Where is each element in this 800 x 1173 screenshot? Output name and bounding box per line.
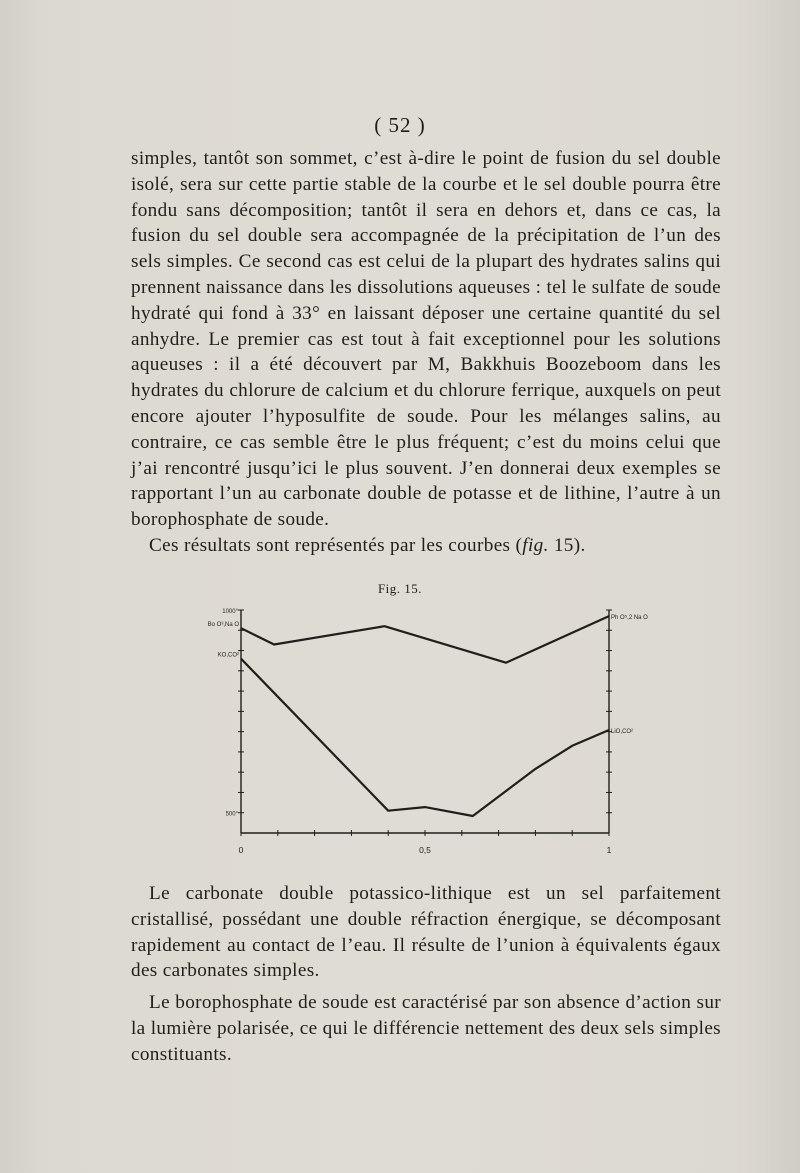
series-end-label: Ph O⁵,2 Na O: [611, 615, 648, 622]
y-tick-label: 1000°: [222, 609, 238, 615]
paragraph-4: Le borophosphate de soude est caractérisé par son absence d’action sur la lumière polarisée, ce qui le différencie nettement des deux sels simples constituants.: [131, 992, 721, 1065]
paragraph-2-text: Ces résultats sont représentés par les courbes (: [149, 534, 523, 556]
paragraph-3: Le carbonate double potassico-lithique est un sel parfaitement cristallisé, possédant une double réfraction énergique, se décomposant rapidement au contact de l’eau. Il résulte de l’union à équivalents égaux des carbonates simples.: [131, 883, 721, 982]
chart-series: [241, 616, 609, 816]
paragraph-2-end: 15).: [548, 534, 586, 556]
body-text-bottom: [131, 881, 721, 1068]
chart-ticks: [238, 610, 612, 836]
figure-reference: fig.: [522, 534, 549, 556]
series-line-1: [241, 616, 609, 663]
chart-axes: [241, 610, 609, 833]
series-end-label: LiO,CO²: [611, 729, 634, 736]
series-start-label: KO,CO²: [217, 652, 239, 659]
page-number: ( 52 ): [374, 113, 426, 137]
figure-caption: Fig. 15.: [377, 581, 423, 596]
x-tick-label: 0: [238, 845, 244, 855]
x-tick-label: 0,5: [419, 845, 431, 855]
series-start-label: Bo O³,Na O: [207, 622, 239, 629]
chart-labels: [208, 609, 649, 855]
paragraph-1: simples, tantôt son sommet, c’est à-dire le point de fusion du sel double isolé, sera sur cette partie stable de la courbe et le sel double pourra être fondu sans décomposition; tantôt il sera en dehors et, dans ce cas, la fusion du sel double sera accompagnée de la précipitation de l’un des sels simples. Ce second cas est celui de la plupart des hydrates salins qui prennent naissance dans les dissolutions aqueuses : tel le sulfate de soude hydraté qui fond à 33° en laissant déposer une certaine quantité du sel anhydre. Le premier cas est tout à fait exceptionnel pour les solutions aqueuses : il a été découvert par M, Bakkhuis Boozeboom dans les hydrates du chlorure de calcium et du chlorure ferrique, auxquels on peut encore ajouter l’hyposulfite de soude. Pour les mélanges salins, au contraire, ce cas semble être le plus fréquent; c’est du moins celui que j’ai rencontré jusqu’ici le plus souvent. J’en donnerai deux exemples se rapportant l’un au carbonate double de potasse et de lithine, l’autre à un borophosphate de soude.: [131, 148, 721, 531]
y-tick-label: 500°: [225, 811, 238, 818]
series-line-2: [241, 659, 609, 816]
x-tick-label: 1: [606, 845, 612, 855]
